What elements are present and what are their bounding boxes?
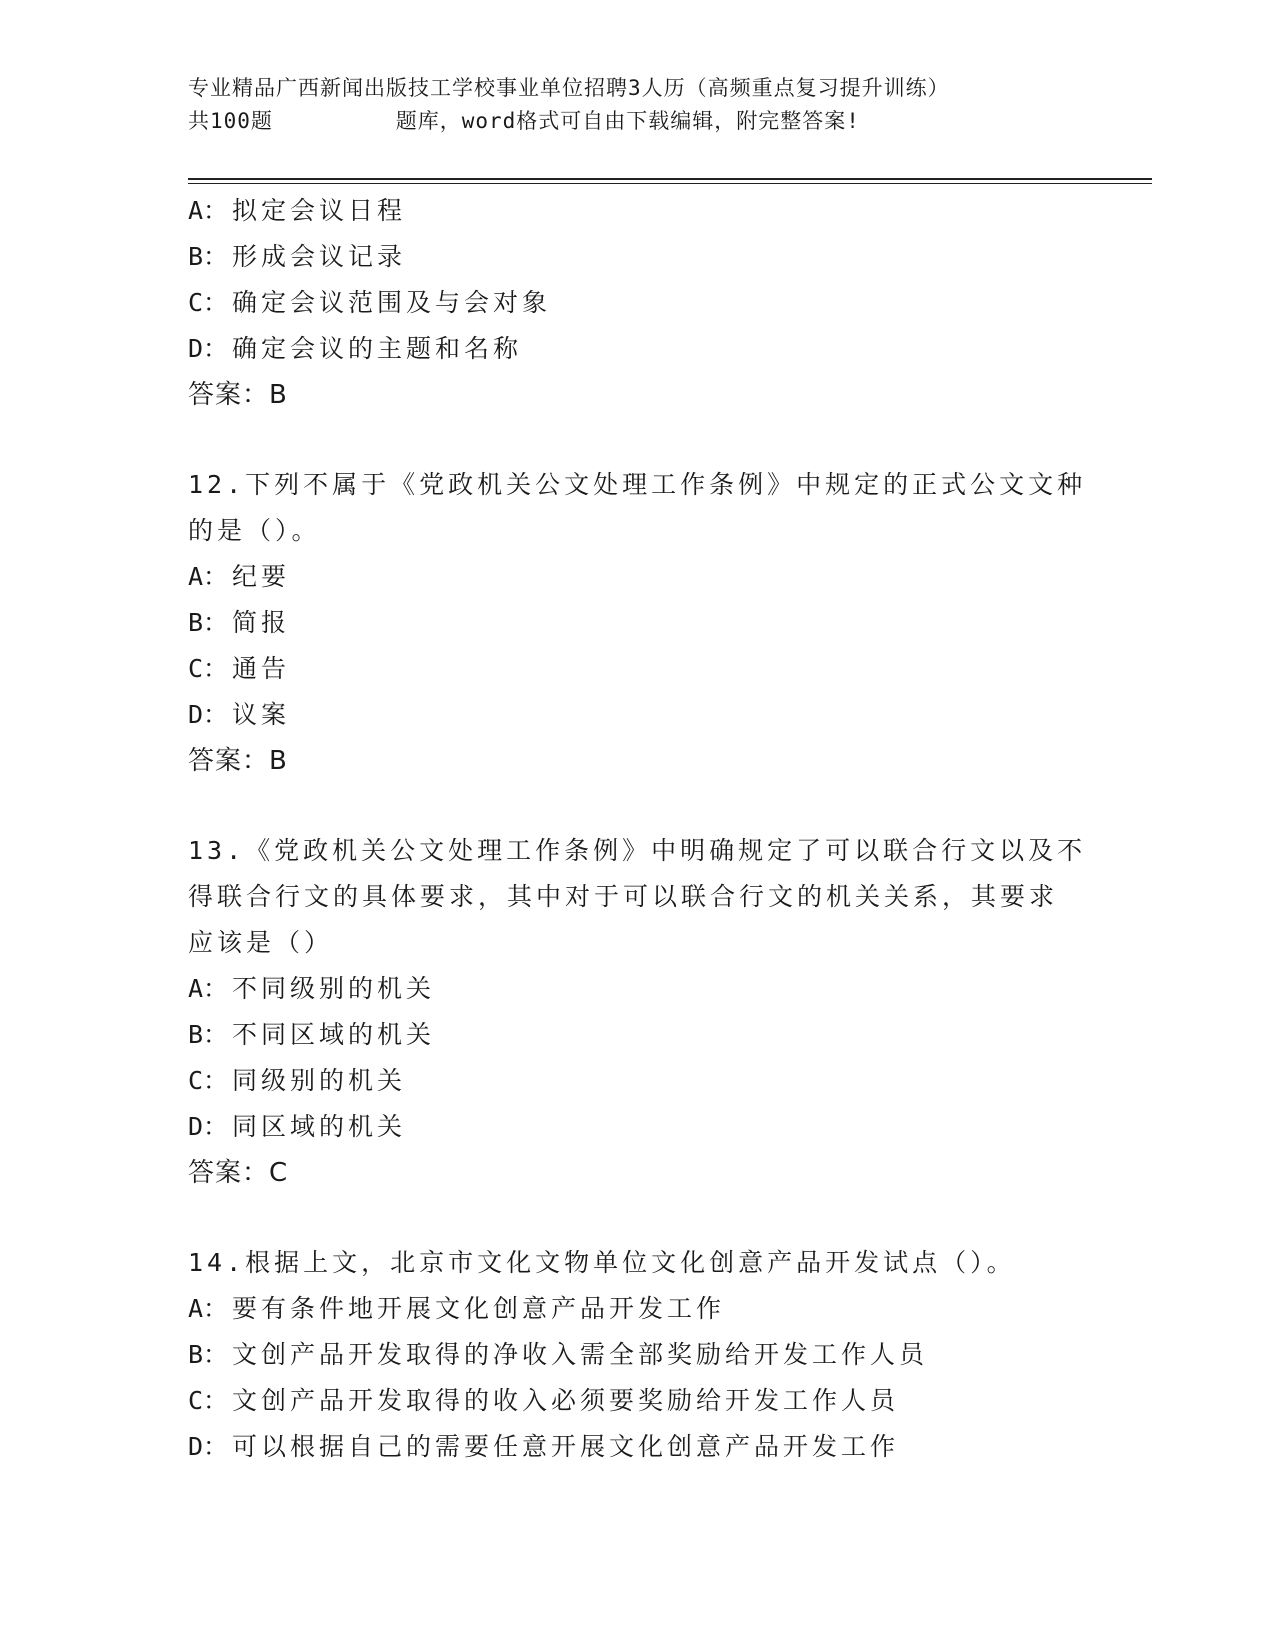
option-text: 拟定会议日程 [232,196,407,225]
answer-line: 答案：B [188,380,288,410]
question-stem-line: 12.下列不属于《党政机关公文处理工作条例》中规定的正式公文文种 [188,470,1087,499]
answer-option [188,1104,1088,1150]
option-text: 文创产品开发取得的收入必须要奖励给开发工作人员 [232,1386,900,1415]
option-key: D： [188,1432,229,1461]
option-key: B： [188,1020,229,1049]
answer-option [188,600,1088,646]
option-key: C： [188,288,229,317]
answer-option [188,280,1088,326]
question-block [188,462,1088,784]
question-stem-line: 得联合行文的具体要求，其中对于可以联合行文的机关关系，其要求 [188,882,1059,911]
option-key: A： [188,196,229,225]
question-stem-line: 13.《党政机关公文处理工作条例》中明确规定了可以联合行文以及不 [188,836,1087,865]
question-stem-line: 14.根据上文，北京市文化文物单位文化创意产品开发试点（）。 [188,1248,1016,1277]
option-text: 简报 [232,608,291,637]
question-stem-line: 应该是（） [188,928,334,957]
question-block [188,828,1088,1196]
answer-option [188,1286,1088,1332]
option-key: D： [188,334,229,363]
option-text: 形成会议记录 [232,242,407,271]
option-text: 通告 [232,654,291,683]
question-stem-line: 的是（）。 [188,516,321,545]
question-stem [188,462,1088,554]
block-spacer [188,784,1088,828]
answer-option [188,1378,1088,1424]
question-list [188,188,1088,1470]
option-text: 确定会议的主题和名称 [232,334,523,363]
option-key: D： [188,1112,229,1141]
option-key: A： [188,974,229,1003]
option-key: A： [188,562,229,591]
answer-option [188,188,1088,234]
question-block [188,1240,1088,1470]
header-divider-thick [188,178,1152,180]
option-text: 不同区域的机关 [232,1020,436,1049]
answer-option [188,1424,1088,1470]
option-key: B： [188,1340,229,1369]
answer-line: 答案：B [188,746,288,776]
option-text: 文创产品开发取得的净收入需全部奖励给开发工作人员 [232,1340,929,1369]
option-text: 不同级别的机关 [232,974,436,1003]
option-key: C： [188,1386,229,1415]
option-text: 纪要 [232,562,291,591]
document-header [188,72,1118,138]
option-text: 同级别的机关 [232,1066,407,1095]
answer-option [188,234,1088,280]
question-stem [188,828,1088,966]
option-text: 议案 [232,700,291,729]
block-spacer [188,418,1088,462]
answer-option [188,1058,1088,1104]
answer-option [188,692,1088,738]
option-text: 确定会议范围及与会对象 [232,288,552,317]
header-subtitle-line: 共100题 题库，word格式可自由下载编辑，附完整答案! [188,109,860,133]
option-key: B： [188,242,229,271]
header-divider-thin [188,183,1152,184]
block-spacer [188,1196,1088,1240]
option-key: C： [188,1066,229,1095]
option-key: C： [188,654,229,683]
option-key: B： [188,608,229,637]
answer-option [188,326,1088,372]
question-stem [188,1240,1088,1286]
option-text: 同区域的机关 [232,1112,407,1141]
option-key: D： [188,700,229,729]
question-block [188,188,1088,418]
answer-option [188,1012,1088,1058]
option-key: A： [188,1294,229,1323]
answer-option [188,554,1088,600]
option-text: 可以根据自己的需要任意开展文化创意产品开发工作 [232,1432,900,1461]
answer-option [188,646,1088,692]
answer-option [188,966,1088,1012]
answer-line: 答案：C [188,1158,289,1188]
answer-option [188,1332,1088,1378]
option-text: 要有条件地开展文化创意产品开发工作 [232,1294,726,1323]
header-title-line: 专业精品广西新闻出版技工学校事业单位招聘3人历（高频重点复习提升训练） [188,76,950,100]
